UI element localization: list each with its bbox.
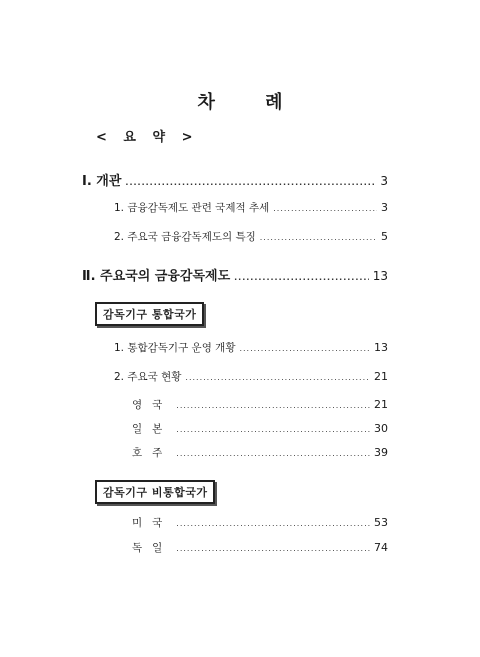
toc-item-label: 2. 주요국 현황 [114,371,182,383]
toc-section-label: Ⅱ. 주요국의 금융감독제도 [82,269,231,284]
toc-country-label: 영국 [132,399,173,411]
toc-country [132,540,388,555]
toc-item-label: 2. 주요국 금융감독제도의 특징 [114,231,256,243]
toc-item-label: 1. 금융감독제도 관련 국제적 추세 [114,202,270,214]
toc-page-number: 53 [374,516,388,529]
toc-country [132,421,388,436]
toc-country-label: 미국 [132,517,173,529]
toc-page-number: 39 [374,446,388,459]
toc-page-number: 74 [374,541,388,554]
toc-item [114,340,388,355]
toc-item-label: 1. 통합감독기구 운영 개황 [114,342,236,354]
toc-country [132,515,388,530]
leader-dots [185,374,370,382]
toc-page-number: 30 [374,422,388,435]
page-title: 차 례 [197,92,305,113]
leader-dots [260,234,377,242]
toc-item [114,200,388,215]
toc-country [132,445,388,460]
toc-page-number: 5 [381,230,388,243]
toc-section-2 [82,265,388,284]
toc-page-number: 3 [380,174,388,188]
category-box-non-integrated: 감독기구 비통합국가 [95,480,215,504]
toc-country-label: 독일 [132,542,173,554]
leader-dots [176,520,370,528]
toc-page-number: 13 [372,269,388,283]
leader-dots [176,402,370,410]
toc-country-label: 호주 [132,447,173,459]
leader-dots [273,205,377,213]
toc-page-number: 21 [374,398,388,411]
category-box-integrated: 감독기구 통합국가 [95,302,204,326]
summary-heading: < 요 약 > [96,130,199,145]
toc-section-1 [82,170,388,189]
leader-dots [234,274,369,282]
toc-page-number: 3 [381,201,388,214]
toc-item [114,369,388,384]
toc-page-number: 13 [374,341,388,354]
leader-dots [176,426,370,434]
leader-dots [239,345,370,353]
toc-country-label: 일본 [132,423,173,435]
leader-dots [176,545,370,553]
toc-country [132,397,388,412]
leader-dots [125,179,376,187]
toc-page-number: 21 [374,370,388,383]
toc-section-label: Ⅰ. 개관 [82,174,122,189]
leader-dots [176,450,370,458]
toc-item [114,229,388,244]
